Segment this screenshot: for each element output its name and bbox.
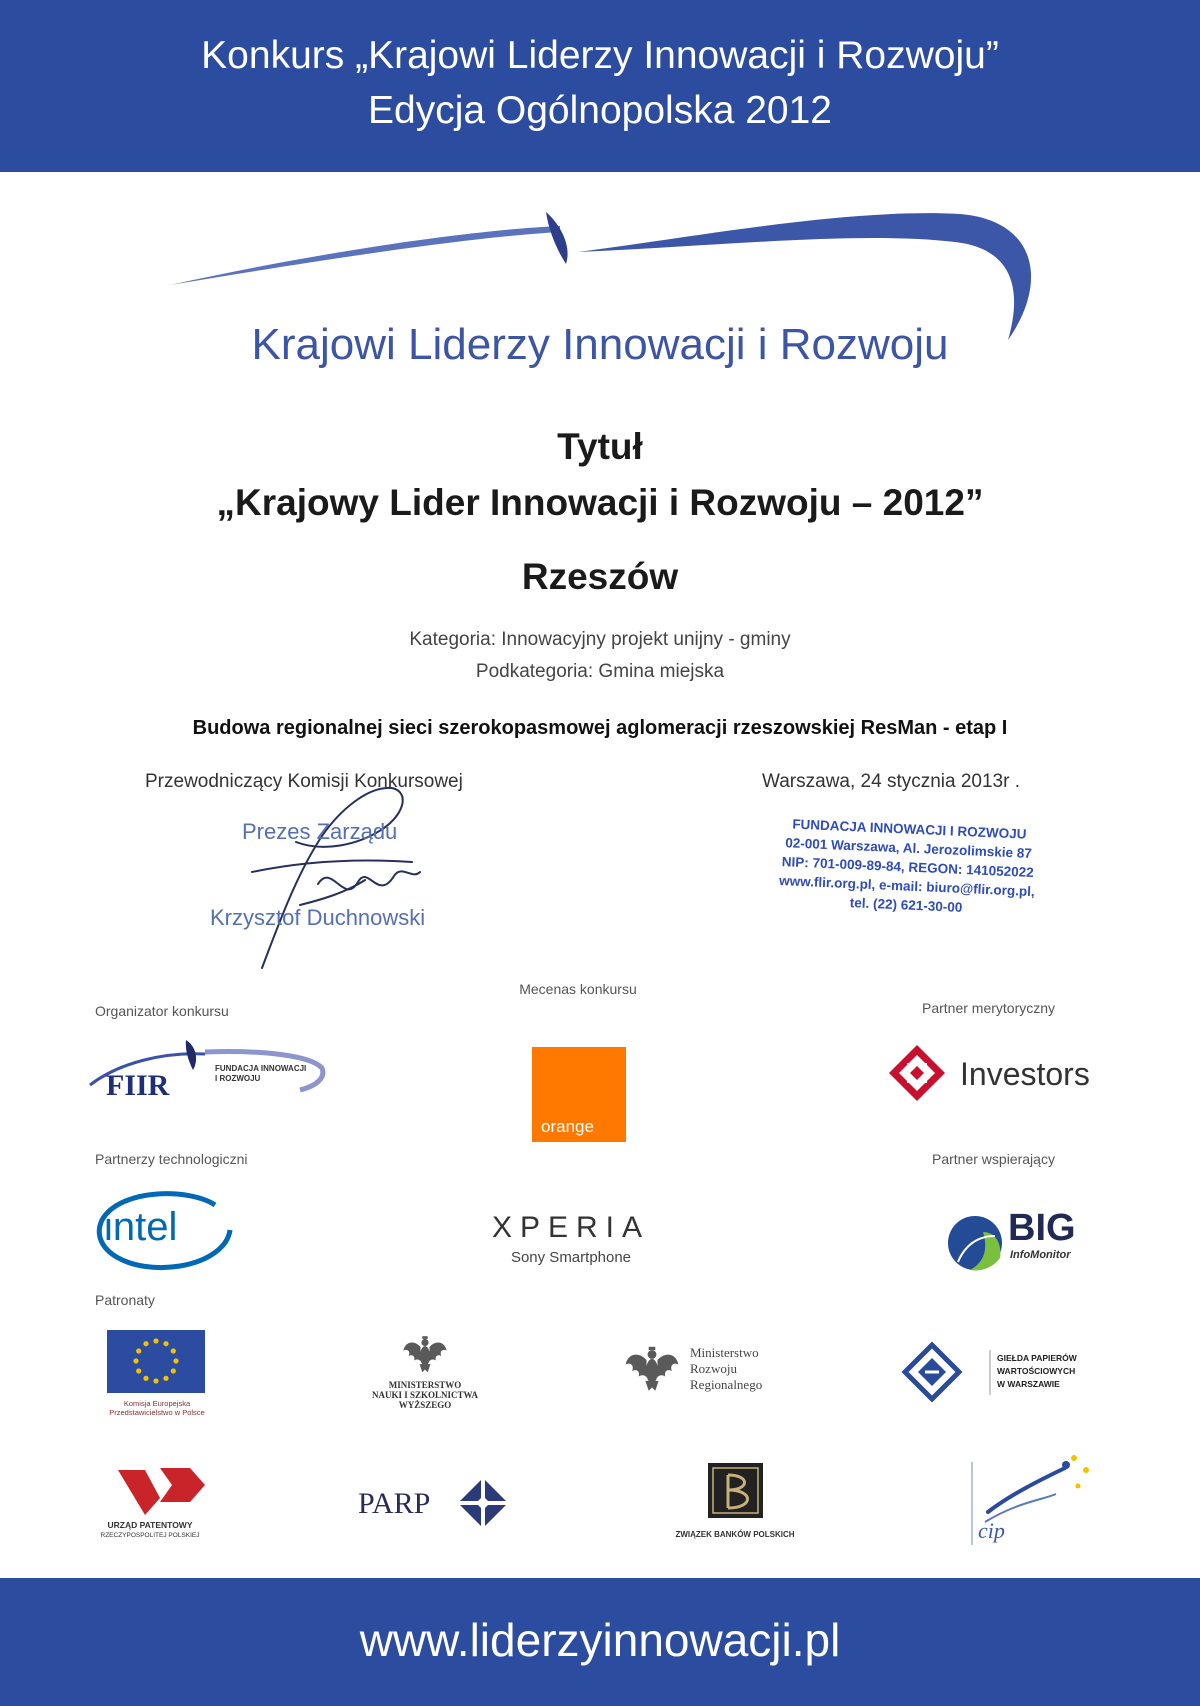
place-date: Warszawa, 24 stycznia 2013r . xyxy=(762,771,1021,792)
eu-flag-icon xyxy=(107,1330,205,1393)
gpw-caption-line: GIEŁDA PAPIERÓW xyxy=(997,1353,1077,1363)
fiir-caption-line: FUNDACJA INNOWACJI xyxy=(215,1064,307,1073)
project-title: Budowa regionalnej sieci szerokopasmowej aglomeracji rzeszowskiej ResMan - etap I xyxy=(192,717,1008,739)
zbp-caption: ZWIĄZEK BANKÓW POLSKICH xyxy=(675,1530,795,1539)
stamp-line: tel. (22) 621-30-00 xyxy=(849,895,963,915)
mrr-caption-line: Ministerstwo xyxy=(690,1345,759,1360)
patent-office-caption-line: RZECZYPOSPOLITEJ POLSKIEJ xyxy=(100,1532,200,1539)
gpw-caption-line: WARTOŚCIOWYCH xyxy=(997,1366,1076,1376)
fiir-caption-line: I ROZWOJU xyxy=(215,1074,261,1083)
stamp-line: NIP: 701-009-89-84, REGON: 141052022 xyxy=(781,854,1035,881)
patronages-label: Patronaty xyxy=(95,1292,155,1308)
orange-logo-text: orange xyxy=(541,1117,594,1136)
stamp-line: FUNDACJA INNOWACJI I ROZWOJU xyxy=(792,816,1027,842)
stamp-line: 02-001 Warszawa, Al. Jerozolimskie 87 xyxy=(785,835,1033,861)
foundation-stamp xyxy=(731,812,1085,922)
stamp-line: www.flir.org.pl, e-mail: biuro@flir.org.pl, xyxy=(778,873,1035,900)
signature xyxy=(252,788,420,968)
mrr-eagle-icon xyxy=(626,1347,679,1391)
gpw-caption-line: W WARSZAWIE xyxy=(997,1379,1060,1389)
investors-logo-icon xyxy=(889,1045,945,1101)
mnisw-caption-line: NAUKI I SZKOLNICTWA xyxy=(371,1390,479,1400)
seal-name: Krzysztof Duchnowski xyxy=(210,905,426,930)
big-logo-icon xyxy=(948,1216,1002,1271)
subcategory-text: Podkategoria: Gmina miejska xyxy=(475,661,725,682)
fiir-logo-caption xyxy=(215,1064,306,1084)
mnisw-caption-line: WYŻSZEGO xyxy=(398,1400,452,1410)
contest-logo-title: Krajowi Liderzy Innowacji i Rozwoju xyxy=(251,320,949,369)
eu-caption-line: Przedstawicielstwo w Polsce xyxy=(109,1408,205,1417)
gpw-icon xyxy=(905,1345,990,1399)
big-logo-text: BIG xyxy=(1008,1207,1076,1249)
fiir-logo-text: FIIR xyxy=(106,1069,170,1102)
footer-band xyxy=(0,1578,1200,1706)
header-line-2: Edycja Ogólnopolska 2012 xyxy=(368,89,832,132)
category-text: Kategoria: Innowacyjny projekt unijny - gminy xyxy=(409,629,791,650)
xperia-logo-text: XPERIA xyxy=(491,1211,651,1244)
gpw-caption xyxy=(997,1352,1077,1391)
supporting-partner-label: Partner wspierający xyxy=(932,1151,1055,1167)
xperia-logo-caption: Sony Smartphone xyxy=(510,1249,632,1266)
mnisw-eagle-icon xyxy=(403,1336,446,1372)
parp-logo-text: PARP xyxy=(358,1487,431,1520)
mrr-caption-line: Rozwoju xyxy=(690,1361,737,1376)
mrr-caption-line: Regionalnego xyxy=(690,1377,763,1392)
award-label: Tytuł xyxy=(557,426,643,467)
eu-caption xyxy=(92,1399,222,1417)
zbp-icon xyxy=(708,1463,763,1518)
cip-logo-text: cip xyxy=(978,1518,1005,1543)
intel-logo-text: intel xyxy=(104,1205,178,1249)
technology-partners-label: Partnerzy technologiczni xyxy=(95,1151,248,1167)
organizer-label: Organizator konkursu xyxy=(95,1003,229,1019)
chair-label: Przewodniczący Komisji Konkursowej xyxy=(145,771,463,792)
patent-office-caption xyxy=(85,1520,215,1540)
seal-role: Prezes Zarządu xyxy=(242,819,398,844)
award-title: „Krajowy Lider Innowacji i Rozwoju – 2012” xyxy=(216,482,984,523)
content-partner-label: Partner merytoryczny xyxy=(922,1000,1056,1016)
mrr-caption xyxy=(690,1345,762,1393)
patron-label: Mecenas konkursu xyxy=(519,981,637,997)
eu-caption-line: Komisja Europejska xyxy=(123,1399,191,1408)
footer-url: www.liderzyinnowacji.pl xyxy=(359,1614,841,1666)
patent-office-icon xyxy=(118,1468,205,1515)
mnisw-caption-line: MINISTERSTWO xyxy=(388,1380,462,1390)
header-line-1: Konkurs „Krajowi Liderzy Innowacji i Rozwoju” xyxy=(201,34,999,77)
patent-office-caption-line: URZĄD PATENTOWY xyxy=(107,1520,193,1530)
big-logo-caption: InfoMonitor xyxy=(1010,1249,1071,1261)
parp-icon xyxy=(458,1478,508,1528)
laureate-name: Rzeszów xyxy=(521,556,679,597)
investors-logo-text: Investors xyxy=(960,1056,1090,1092)
mnisw-caption xyxy=(345,1380,505,1410)
